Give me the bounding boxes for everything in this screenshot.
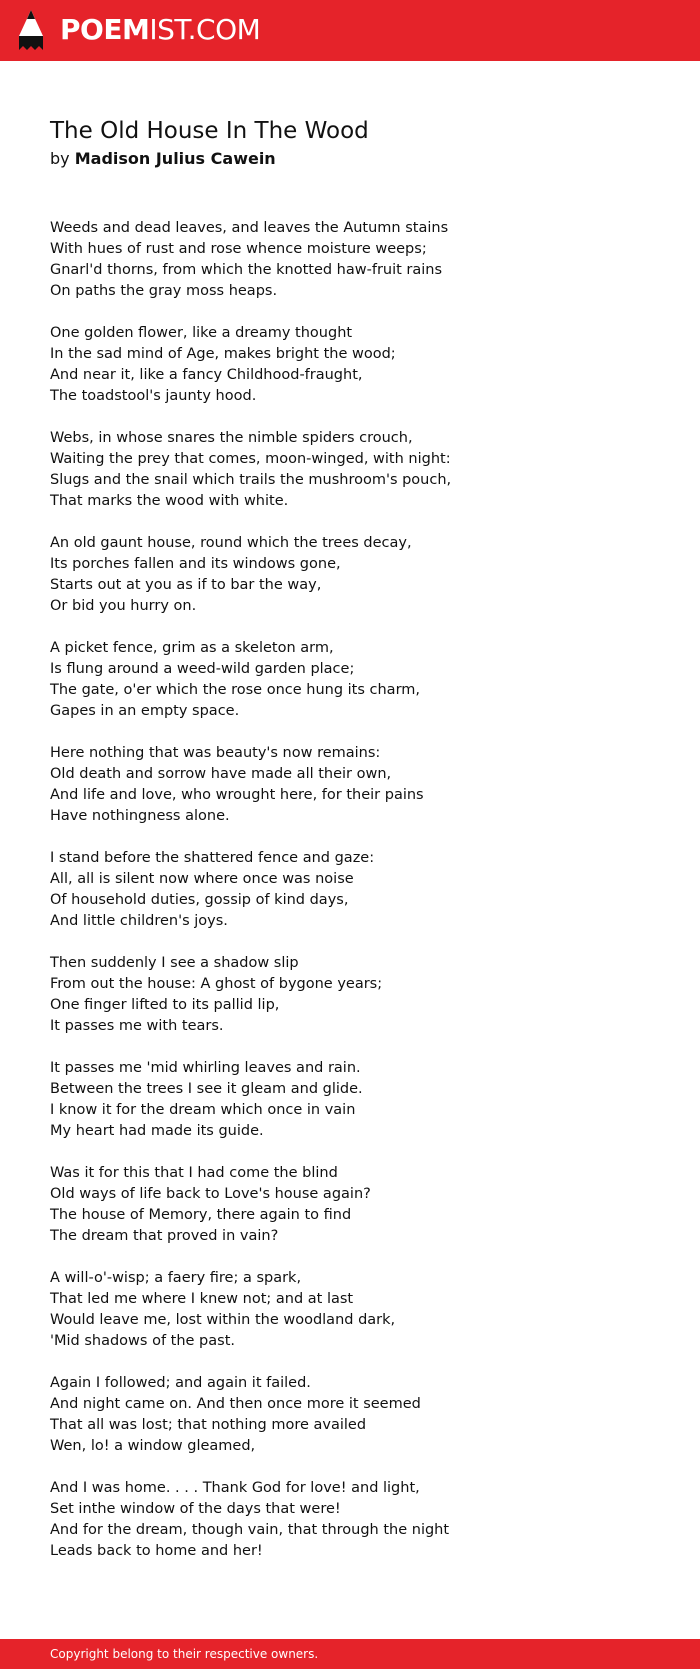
poem-line: Old death and sorrow have made all their own, [50,766,392,782]
poem-title: The Old House In The Wood [50,118,369,144]
poem-line: Or bid you hurry on. [50,598,197,614]
brand-light: IST.COM [149,13,261,46]
poem-line: Have nothingness alone. [50,808,230,824]
poem-line: One golden flower, like a dreamy thought [50,325,353,341]
poem-line: The dream that proved in vain? [50,1228,279,1244]
poem-line: The house of Memory, there again to find [50,1207,352,1223]
stanza [50,848,670,932]
poem-line: One finger lifted to its pallid lip, [50,997,280,1013]
site-logo-text[interactable] [60,12,260,48]
stanza [50,428,670,512]
poem-line: Waiting the prey that comes, moon-winged, with night: [50,451,451,467]
pencil-tip-icon[interactable] [17,10,45,52]
stanza [50,323,670,407]
poem-line: 'Mid shadows of the past. [50,1333,235,1349]
poem-line: An old gaunt house, round which the trees decay, [50,535,412,551]
poem-line: Starts out at you as if to bar the way, [50,577,322,593]
poem-line: Its porches fallen and its windows gone, [50,556,341,572]
stanza [50,1268,670,1352]
stanza [50,218,670,302]
poem-line: Is flung around a weed-wild garden place; [50,661,355,677]
stanza [50,953,670,1037]
brand-bold: POEM [60,13,150,46]
poem-line: Of household duties, gossip of kind days, [50,892,349,908]
poem-line: Would leave me, lost within the woodland dark, [50,1312,396,1328]
site-footer [0,1639,700,1669]
stanza [50,533,670,617]
poem-line: Gapes in an empty space. [50,703,240,719]
site-header [0,0,700,61]
poem-line: All, all is silent now where once was noise [50,871,354,887]
poem-line: Here nothing that was beauty's now remains: [50,745,381,761]
poem-line: Then suddenly I see a shadow slip [50,955,299,971]
poem-line: Webs, in whose snares the nimble spiders crouch, [50,430,413,446]
poem-line: Was it for this that I had come the blind [50,1165,338,1181]
poem-line: And night came on. And then once more it seemed [50,1396,421,1412]
stanza [50,743,670,827]
by-label: by [50,149,70,168]
stanza [50,1058,670,1142]
poem-line: That marks the wood with white. [50,493,289,509]
poem-body [50,218,670,1583]
poem-line: Slugs and the snail which trails the mushroom's pouch, [50,472,452,488]
poem-line: It passes me 'mid whirling leaves and rain. [50,1060,361,1076]
poem-line: A will-o'-wisp; a faery fire; a spark, [50,1270,302,1286]
poem-line: And I was home. . . . Thank God for love! and light, [50,1480,420,1496]
poem-line: It passes me with tears. [50,1018,224,1034]
stanza [50,1373,670,1457]
poem-line: I know it for the dream which once in vain [50,1102,356,1118]
poem-line: And little children's joys. [50,913,228,929]
poem-line: The toadstool's jaunty hood. [50,388,257,404]
stanza [50,1163,670,1247]
poem-line: And for the dream, though vain, that through the night [50,1522,450,1538]
poem-line: Between the trees I see it gleam and glide. [50,1081,363,1097]
poem-line: Old ways of life back to Love's house again? [50,1186,371,1202]
poem-line: The gate, o'er which the rose once hung its charm, [50,682,421,698]
poem-line: That led me where I knew not; and at last [50,1291,354,1307]
poem-line: In the sad mind of Age, makes bright the wood; [50,346,396,362]
poem-line: Set inthe window of the days that were! [50,1501,341,1517]
poem-line: On paths the gray moss heaps. [50,283,278,299]
stanza [50,638,670,722]
poem-line: And life and love, who wrought here, for their pains [50,787,424,803]
poem-line: Wen, lo! a window gleamed, [50,1438,256,1454]
poem-line: That all was lost; that nothing more availed [50,1417,367,1433]
poem-line: Leads back to home and her! [50,1543,263,1559]
poem-line: A picket fence, grim as a skeleton arm, [50,640,334,656]
byline [50,148,276,170]
poem-line: And near it, like a fancy Childhood-fraught, [50,367,363,383]
poem-line: I stand before the shattered fence and gaze: [50,850,375,866]
poem-line: Again I followed; and again it failed. [50,1375,311,1391]
poem-line: Weeds and dead leaves, and leaves the Autumn stains [50,220,449,236]
stanza [50,1478,670,1562]
author-name: Madison Julius Cawein [74,149,276,168]
poem-line: My heart had made its guide. [50,1123,264,1139]
poem-line: Gnarl'd thorns, from which the knotted haw-fruit rains [50,262,443,278]
poem-line: With hues of rust and rose whence moisture weeps; [50,241,427,257]
poem-line: From out the house: A ghost of bygone years; [50,976,383,992]
copyright-text: Copyright belong to their respective owners. [50,1647,319,1661]
